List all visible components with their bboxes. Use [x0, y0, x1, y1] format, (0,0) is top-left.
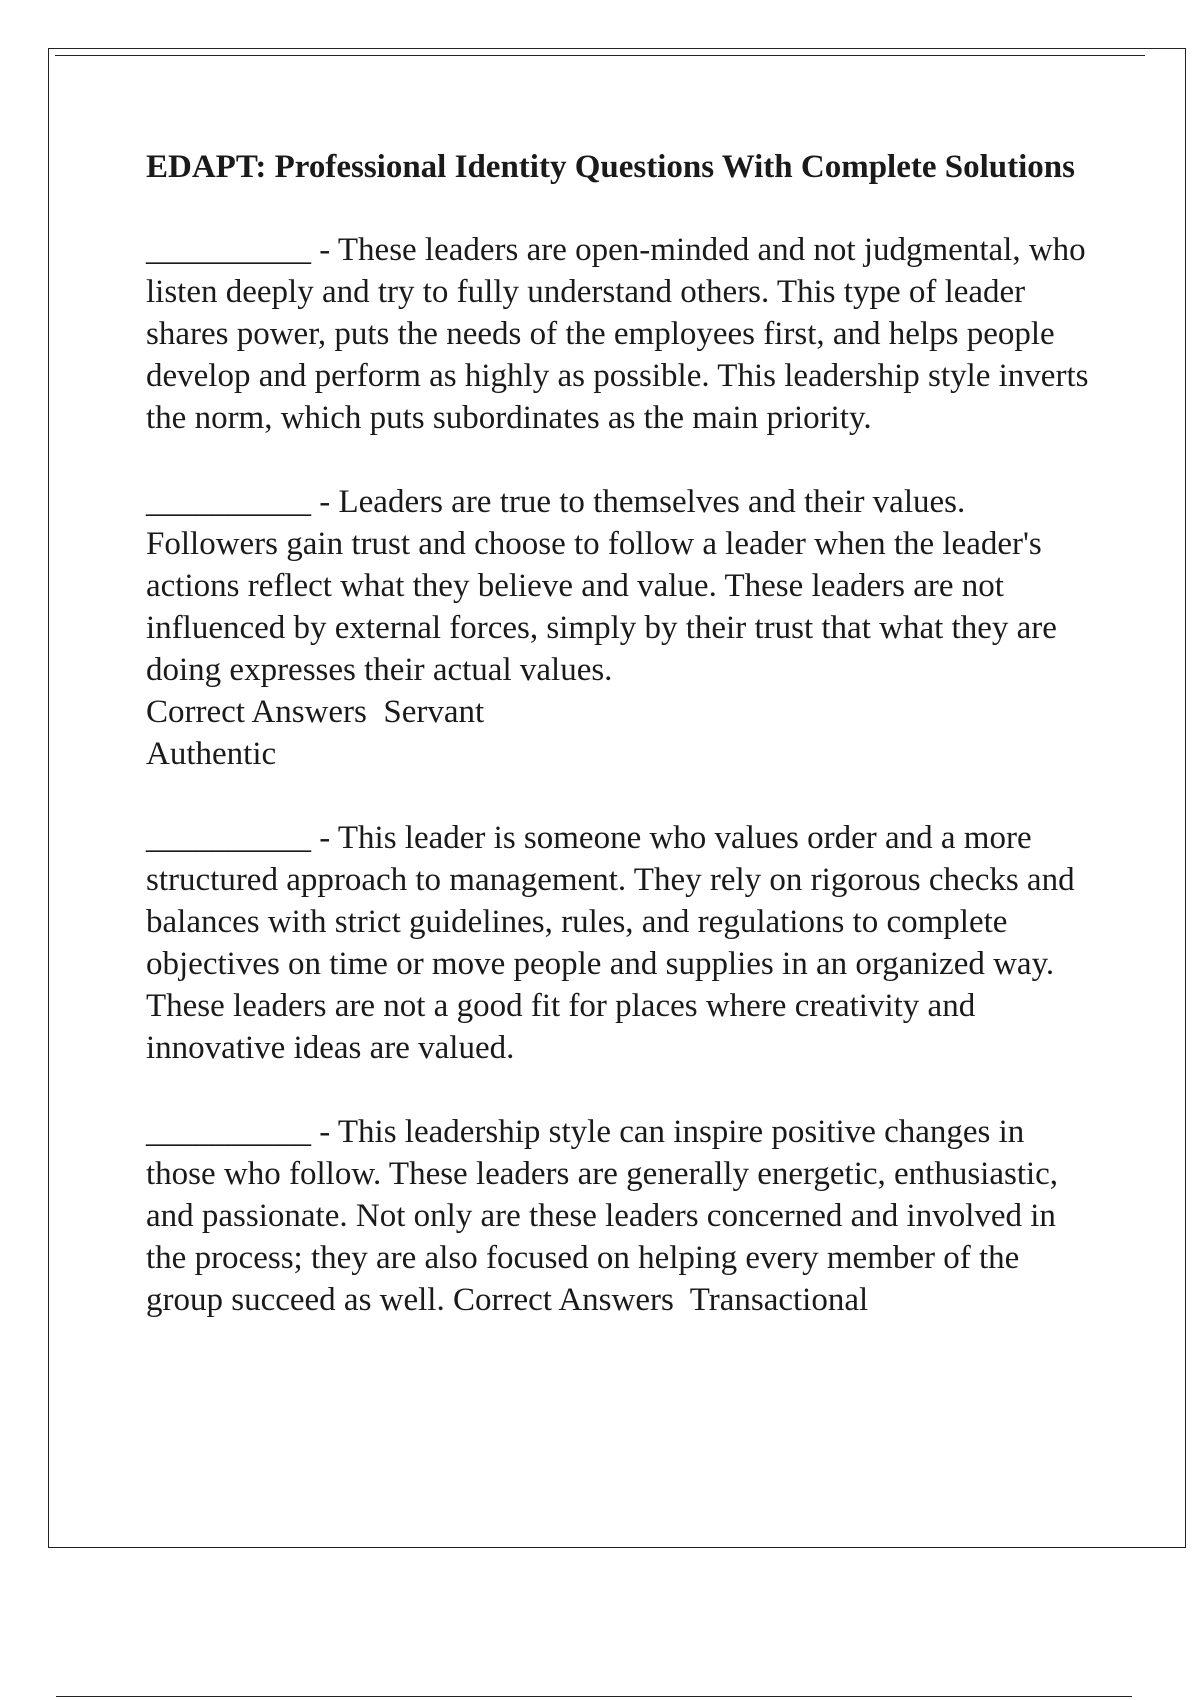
bottom-rule — [56, 1696, 1132, 1697]
document-content — [146, 146, 1096, 1363]
top-rule — [55, 55, 1145, 56]
question-block-1 — [146, 229, 1096, 439]
question-text: __________ - Leaders are true to themselves and their values. Followers gain trust and choose to follow a leader when the leader's actions reflect what they believe and value. These leaders are not influenced by external forces, simply by their trust that what they are doing expresses their actual values. — [146, 484, 1057, 688]
question-block-2 — [146, 481, 1096, 775]
question-text: __________ - These leaders are open-minded and not judgmental, who listen deeply and try to fully understand others. This type of leader shares power, puts the needs of the employees first, and helps people develop and perform as highly as possible. This leadership style inverts the norm, which puts subordinates as the main priority. — [146, 232, 1089, 436]
question-block-4 — [146, 1111, 1096, 1321]
question-text: __________ - This leader is someone who values order and a more structured approach to management. They rely on rigorous checks and balances with strict guidelines, rules, and regulations to complete objectives on time or move people and supplies in an organized way. These leaders are not a good fit for places where creativity and innovative ideas are valued. — [146, 820, 1075, 1066]
answer-line: Correct Answers Servant — [146, 694, 485, 730]
question-text: __________ - This leadership style can inspire positive changes in those who follow. These leaders are generally energetic, enthusiastic, and passionate. Not only are these leaders concerned and involved in the process; they are also focused on helping every member of the group succeed as well. Correct Answers Transactional — [146, 1114, 1067, 1318]
document-title: EDAPT: Professional Identity Questions With Complete Solutions — [146, 149, 1075, 185]
question-block-3 — [146, 817, 1096, 1069]
answer-line: Authentic — [146, 736, 277, 772]
